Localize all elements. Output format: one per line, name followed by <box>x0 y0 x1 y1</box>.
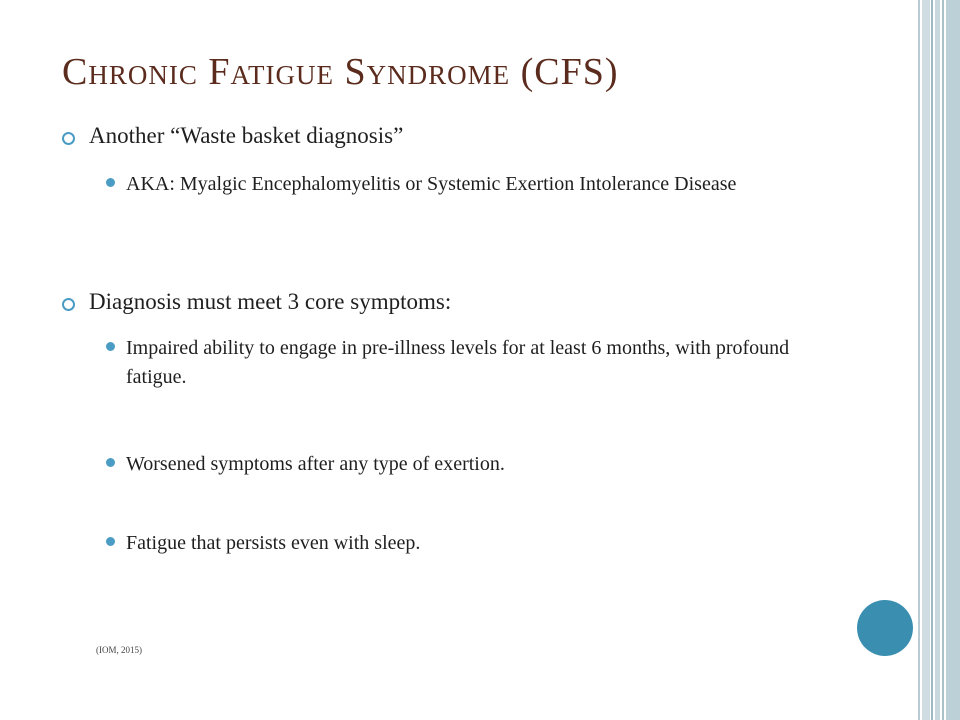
ring-bullet-icon <box>62 298 75 311</box>
bullet-text: Another “Waste basket diagnosis” <box>89 123 404 148</box>
decorative-stripe <box>918 0 920 720</box>
sub-bullet-impaired-ability <box>106 334 826 392</box>
ring-bullet-icon <box>62 132 75 145</box>
sub-bullet-persistent-fatigue <box>106 529 826 558</box>
decorative-stripe <box>931 0 933 720</box>
citation: (IOM, 2015) <box>96 645 142 655</box>
bullet-waste-basket <box>62 123 403 149</box>
decorative-stripe <box>946 0 960 720</box>
dot-bullet-icon <box>106 537 115 546</box>
decorative-stripe <box>942 0 944 720</box>
sub-bullet-text: Impaired ability to engage in pre-illness levels for at least 6 months, with profound fatigue. <box>126 337 790 388</box>
bullet-core-symptoms <box>62 289 451 315</box>
bullet-text: Diagnosis must meet 3 core symptoms: <box>89 289 452 314</box>
decorative-stripe <box>922 0 930 720</box>
dot-bullet-icon <box>106 342 115 351</box>
decorative-circle <box>857 600 913 656</box>
sub-bullet-worsened-symptoms <box>106 450 826 479</box>
dot-bullet-icon <box>106 178 115 187</box>
dot-bullet-icon <box>106 458 115 467</box>
sub-bullet-aka <box>106 170 826 199</box>
sub-bullet-text: Fatigue that persists even with sleep. <box>126 532 421 554</box>
sub-bullet-text: Worsened symptoms after any type of exertion. <box>126 453 505 475</box>
decorative-stripe <box>935 0 940 720</box>
sub-bullet-text: AKA: Myalgic Encephalomyelitis or Systemic Exertion Intolerance Disease <box>126 173 737 195</box>
slide-title: Chronic Fatigue Syndrome (CFS) <box>62 51 619 93</box>
